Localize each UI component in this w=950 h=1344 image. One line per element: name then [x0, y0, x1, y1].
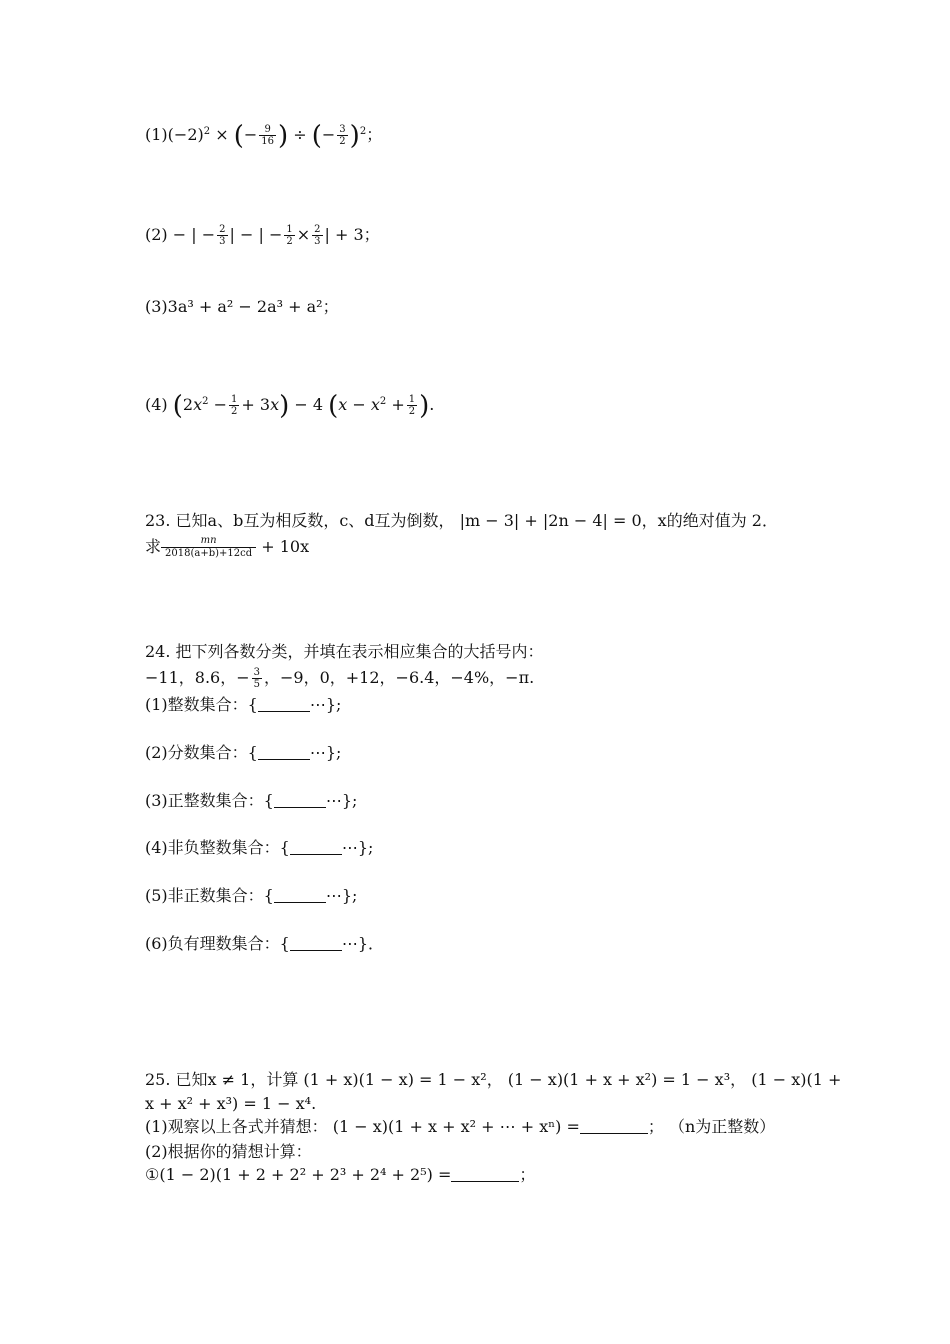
answer-blank[interactable]	[258, 745, 310, 760]
set-label: (3)正整数集合：{	[145, 791, 274, 810]
fraction: $\frac{mn}{2018(a+b)+12cd}$	[161, 535, 256, 560]
fraction: $\frac{1}{2}$	[286, 224, 293, 247]
q25-part2: (2)根据你的猜想计算：	[145, 1142, 312, 1161]
answer-blank[interactable]	[290, 936, 342, 951]
set-end: ⋯};	[309, 743, 342, 762]
set-label: (5)非正数集合：{	[145, 886, 274, 905]
part-label: (2)	[145, 225, 168, 244]
q24-title: 24. 把下列各数分类，并填在表示相应集合的大括号内：	[145, 642, 544, 661]
expression-prefix: 求	[145, 537, 162, 556]
question-text: ①(1 − 2)(1 + 2 + 2² + 2³ + 2⁴ + 2⁵) =	[145, 1165, 452, 1184]
q25-part1	[145, 1117, 775, 1137]
set-positive-integer	[145, 791, 357, 811]
fraction: $\frac{2}{3}$	[219, 224, 226, 247]
q23-statement: 23. 已知a、b互为相反数，c、d互为倒数， |m − 3| + |2n − 4| = 0，x的绝对值为 2．	[145, 511, 778, 530]
fraction: $\frac{9}{16}$	[261, 124, 274, 147]
set-end: ⋯}．	[341, 934, 385, 953]
set-label: (1)整数集合：{	[145, 695, 258, 714]
fraction: $\frac{3}{2}$	[339, 124, 346, 147]
answer-blank[interactable]	[258, 697, 310, 712]
set-fraction	[145, 743, 341, 763]
question-text: ；	[519, 1165, 536, 1184]
part-label: (3)	[145, 297, 168, 316]
answer-blank[interactable]	[290, 840, 342, 855]
question-text: ； （n为正整数）	[647, 1117, 776, 1136]
answer-blank[interactable]	[274, 793, 326, 808]
q22-part1: $(1)(-2)^2$ × (− $\frac{9}{16}$ ) ÷ (− $\frac{3}{2}$ )$^2$；	[145, 121, 383, 151]
part-label: (1)	[145, 125, 168, 144]
set-end: ⋯};	[325, 791, 358, 810]
answer-blank[interactable]	[451, 1167, 519, 1182]
fraction: $\frac{2}{3}$	[314, 224, 321, 247]
set-integer	[145, 695, 341, 715]
expression-suffix: + 10x	[261, 537, 310, 556]
set-end: ⋯};	[341, 838, 374, 857]
set-end: ⋯};	[309, 695, 342, 714]
numbers-part: −11，8.6，−	[145, 668, 250, 687]
set-label: (6)负有理数集合：{	[145, 934, 290, 953]
set-nonpositive	[145, 886, 357, 906]
q22-part4: (4) ($2x^2$ − $\frac{1}{2}$ + 3x) − 4 ($x - x^2$ + $\frac{1}{2}$ ).	[145, 391, 435, 421]
q25-statement-line1: 25. 已知x ≠ 1，计算 (1 + x)(1 − x) = 1 − x²， (1 − x)(1 + x + x²) = 1 − x³， (1 − x)(1 +	[145, 1070, 842, 1089]
set-nonnegative-integer	[145, 838, 373, 858]
set-label: (4)非负整数集合：{	[145, 838, 290, 857]
set-end: ⋯};	[325, 886, 358, 905]
question-text: (1)观察以上各式并猜想： (1 − x)(1 + x + x² + ⋯ + xⁿ) =	[145, 1117, 580, 1136]
part-label: (4)	[145, 395, 168, 414]
numbers-part: ，−9，0，+12，−6.4，−4%，−π.	[264, 668, 535, 687]
fraction: $\frac{1}{2}$	[231, 394, 238, 417]
fraction: $\frac{3}{5}$	[253, 667, 260, 690]
set-label: (2)分数集合：{	[145, 743, 258, 762]
fraction: $\frac{1}{2}$	[408, 394, 416, 417]
expression: 3a³ + a² − 2a³ + a²；	[167, 297, 339, 316]
q22-part2: (2) − | − $\frac{2}{3}$ | − | − $\frac{1}{2}$ × $\frac{2}{3}$ | + 3；	[145, 224, 380, 247]
q24-numbers	[145, 667, 534, 690]
q22-part3	[145, 297, 339, 317]
answer-blank[interactable]	[580, 1119, 648, 1134]
answer-blank[interactable]	[274, 888, 326, 903]
set-negative-rational	[145, 934, 384, 954]
q23-expression	[145, 535, 309, 560]
q25-part2-item1	[145, 1165, 535, 1185]
q25-statement-line2: x + x² + x³) = 1 − x⁴.	[145, 1094, 317, 1113]
